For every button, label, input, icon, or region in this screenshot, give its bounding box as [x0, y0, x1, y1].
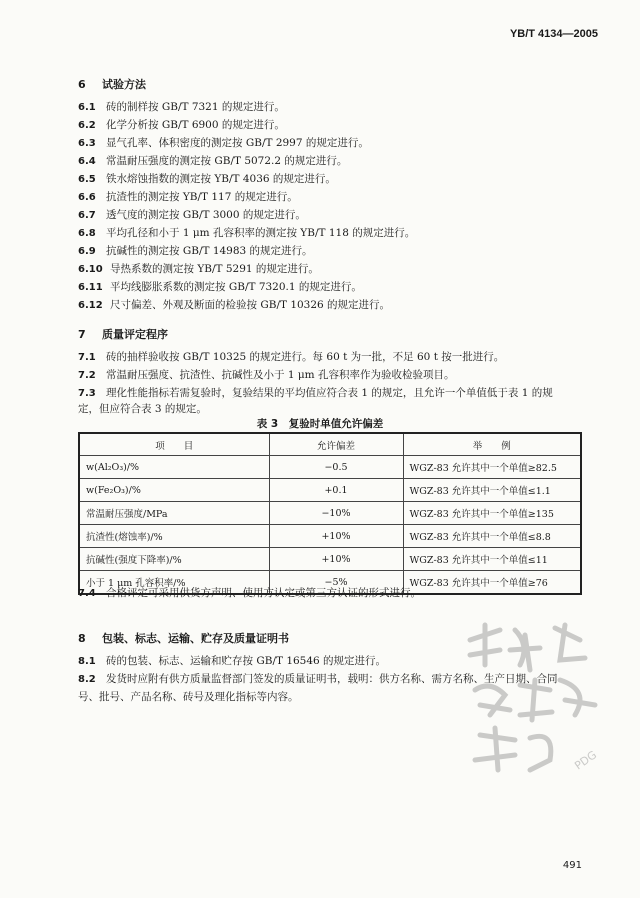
clause-number: 6.3 — [78, 138, 96, 149]
clause-number: 7.4 — [78, 588, 96, 599]
clause-6-9 — [78, 242, 580, 261]
section-8-heading — [78, 630, 289, 646]
clause-6-12 — [78, 296, 580, 315]
clause-6-7 — [78, 206, 580, 225]
clause-6-11 — [78, 278, 580, 297]
clause-6-4 — [78, 152, 580, 171]
clause-6-10 — [78, 260, 580, 279]
clause-text: 尺寸偏差、外观及断面的检验按 GB/T 10326 的规定进行。 — [110, 299, 391, 311]
cell-example: WGZ-83 允许其中一个单值≥82.5 — [403, 456, 581, 479]
column-header-item: 项 目 — [79, 433, 269, 456]
table-row — [79, 502, 581, 525]
section-7-heading — [78, 326, 168, 342]
clause-text: 抗碱性的测定按 GB/T 14983 的规定进行。 — [106, 245, 313, 257]
cell-deviation: −10% — [269, 502, 403, 525]
clause-number: 6.10 — [78, 264, 103, 275]
cell-item: w(Fe₂O₃)/% — [79, 479, 269, 502]
library-stamp-watermark — [460, 620, 610, 780]
cell-example: WGZ-83 允许其中一个单值≤11 — [403, 548, 581, 571]
table-row — [79, 479, 581, 502]
cell-deviation: −0.5 — [269, 456, 403, 479]
retest-deviation-table — [78, 432, 582, 595]
clause-text: 合格评定可采用供货方声明、使用方认定或第三方认证的形式进行。 — [106, 587, 421, 599]
cell-item: 抗渣性(熔蚀率)/% — [79, 525, 269, 548]
clause-number: 6.4 — [78, 156, 96, 167]
clause-text: 砖的抽样验收按 GB/T 10325 的规定进行。每 60 t 为一批，不足 60 t 按一批进行。 — [106, 351, 505, 363]
clause-text: 抗渣性的测定按 YB/T 117 的规定进行。 — [106, 191, 298, 203]
clause-text: 常温耐压强度的测定按 GB/T 5072.2 的规定进行。 — [106, 155, 348, 167]
clause-text: 常温耐压强度、抗渣性、抗碱性及小于 1 μm 孔容积率作为验收检验项目。 — [106, 369, 455, 381]
clause-number: 7.2 — [78, 370, 96, 381]
clause-text: 理化性能指标若需复验时，复验结果的平均值应符合表 1 的规定，且允许一个单值低于表 1 的规 — [106, 387, 553, 399]
table-row — [79, 456, 581, 479]
clause-text: 砖的制样按 GB/T 7321 的规定进行。 — [106, 101, 285, 113]
clause-6-5 — [78, 170, 580, 189]
clause-6-3 — [78, 134, 580, 153]
clause-text: 平均孔径和小于 1 μm 孔容积率的测定按 YB/T 118 的规定进行。 — [106, 227, 416, 239]
column-header-deviation: 允许偏差 — [269, 433, 403, 456]
clause-7-1 — [78, 348, 580, 367]
cell-item: 抗碱性(强度下降率)/% — [79, 548, 269, 571]
cell-example: WGZ-83 允许其中一个单值≥135 — [403, 502, 581, 525]
section-title: 包装、标志、运输、贮存及质量证明书 — [102, 632, 289, 645]
standard-code: YB/T 4134—2005 — [509, 28, 598, 40]
clause-text: 砖的包装、标志、运输和贮存按 GB/T 16546 的规定进行。 — [106, 655, 387, 667]
cell-item: w(Al₂O₃)/% — [79, 456, 269, 479]
clause-number: 6.5 — [78, 174, 96, 185]
clause-6-8 — [78, 224, 580, 243]
table-3-title: 表 3 复验时单值允许偏差 — [256, 418, 384, 430]
clause-number: 6.6 — [78, 192, 96, 203]
cell-item: 小于 1 μm 孔容积率/% — [79, 571, 269, 595]
clause-7-4 — [78, 584, 580, 603]
clause-8-2-continued: 号、批号、产品名称、砖号及理化指标等内容。 — [78, 691, 299, 703]
cell-example: WGZ-83 允许其中一个单值≤8.8 — [403, 525, 581, 548]
clause-text: 平均线膨胀系数的测定按 GB/T 7320.1 的规定进行。 — [110, 281, 362, 293]
cell-deviation: −5% — [269, 571, 403, 595]
clause-text: 发货时应附有供方质量监督部门签发的质量证明书，载明：供方名称、需方名称、生产日期、合同 — [106, 673, 558, 685]
clause-number: 7.1 — [78, 352, 96, 363]
clause-text: 导热系数的测定按 YB/T 5291 的规定进行。 — [110, 263, 319, 275]
cell-deviation: +10% — [269, 548, 403, 571]
clause-number: 6.12 — [78, 300, 103, 311]
clause-number: 6.1 — [78, 102, 96, 113]
clause-number: 6.11 — [78, 282, 103, 293]
clause-7-2 — [78, 366, 580, 385]
clause-6-2 — [78, 116, 580, 135]
section-number: 8 — [78, 632, 86, 645]
cell-example: WGZ-83 允许其中一个单值≤1.1 — [403, 479, 581, 502]
clause-6-1 — [78, 98, 580, 117]
cell-deviation: +10% — [269, 525, 403, 548]
clause-number: 8.1 — [78, 656, 96, 667]
clause-number: 6.9 — [78, 246, 96, 257]
section-number: 6 — [78, 78, 86, 91]
clause-text: 显气孔率、体积密度的测定按 GB/T 2997 的规定进行。 — [106, 137, 369, 149]
clause-number: 6.2 — [78, 120, 96, 131]
page-number: 491 — [562, 860, 582, 871]
section-number: 7 — [78, 328, 86, 341]
clause-number: 6.7 — [78, 210, 96, 221]
cell-item: 常温耐压强度/MPa — [79, 502, 269, 525]
clause-text: 化学分析按 GB/T 6900 的规定进行。 — [106, 119, 285, 131]
section-6-heading — [78, 76, 146, 92]
cell-deviation: +0.1 — [269, 479, 403, 502]
clause-number: 6.8 — [78, 228, 96, 239]
stamp-label: PDG — [572, 748, 600, 773]
table-row — [79, 548, 581, 571]
clause-6-6 — [78, 188, 580, 207]
section-title: 试验方法 — [102, 78, 146, 91]
section-title: 质量评定程序 — [102, 328, 168, 341]
column-header-example: 举 例 — [403, 433, 581, 456]
clause-text: 透气度的测定按 GB/T 3000 的规定进行。 — [106, 209, 306, 221]
table-header-row — [79, 433, 581, 456]
clause-number: 7.3 — [78, 388, 96, 399]
cell-example: WGZ-83 允许其中一个单值≥76 — [403, 571, 581, 595]
table-row — [79, 525, 581, 548]
clause-7-3-continued: 定，但应符合表 3 的规定。 — [78, 403, 207, 415]
clause-number: 8.2 — [78, 674, 96, 685]
clause-text: 铁水熔蚀指数的测定按 YB/T 4036 的规定进行。 — [106, 173, 336, 185]
